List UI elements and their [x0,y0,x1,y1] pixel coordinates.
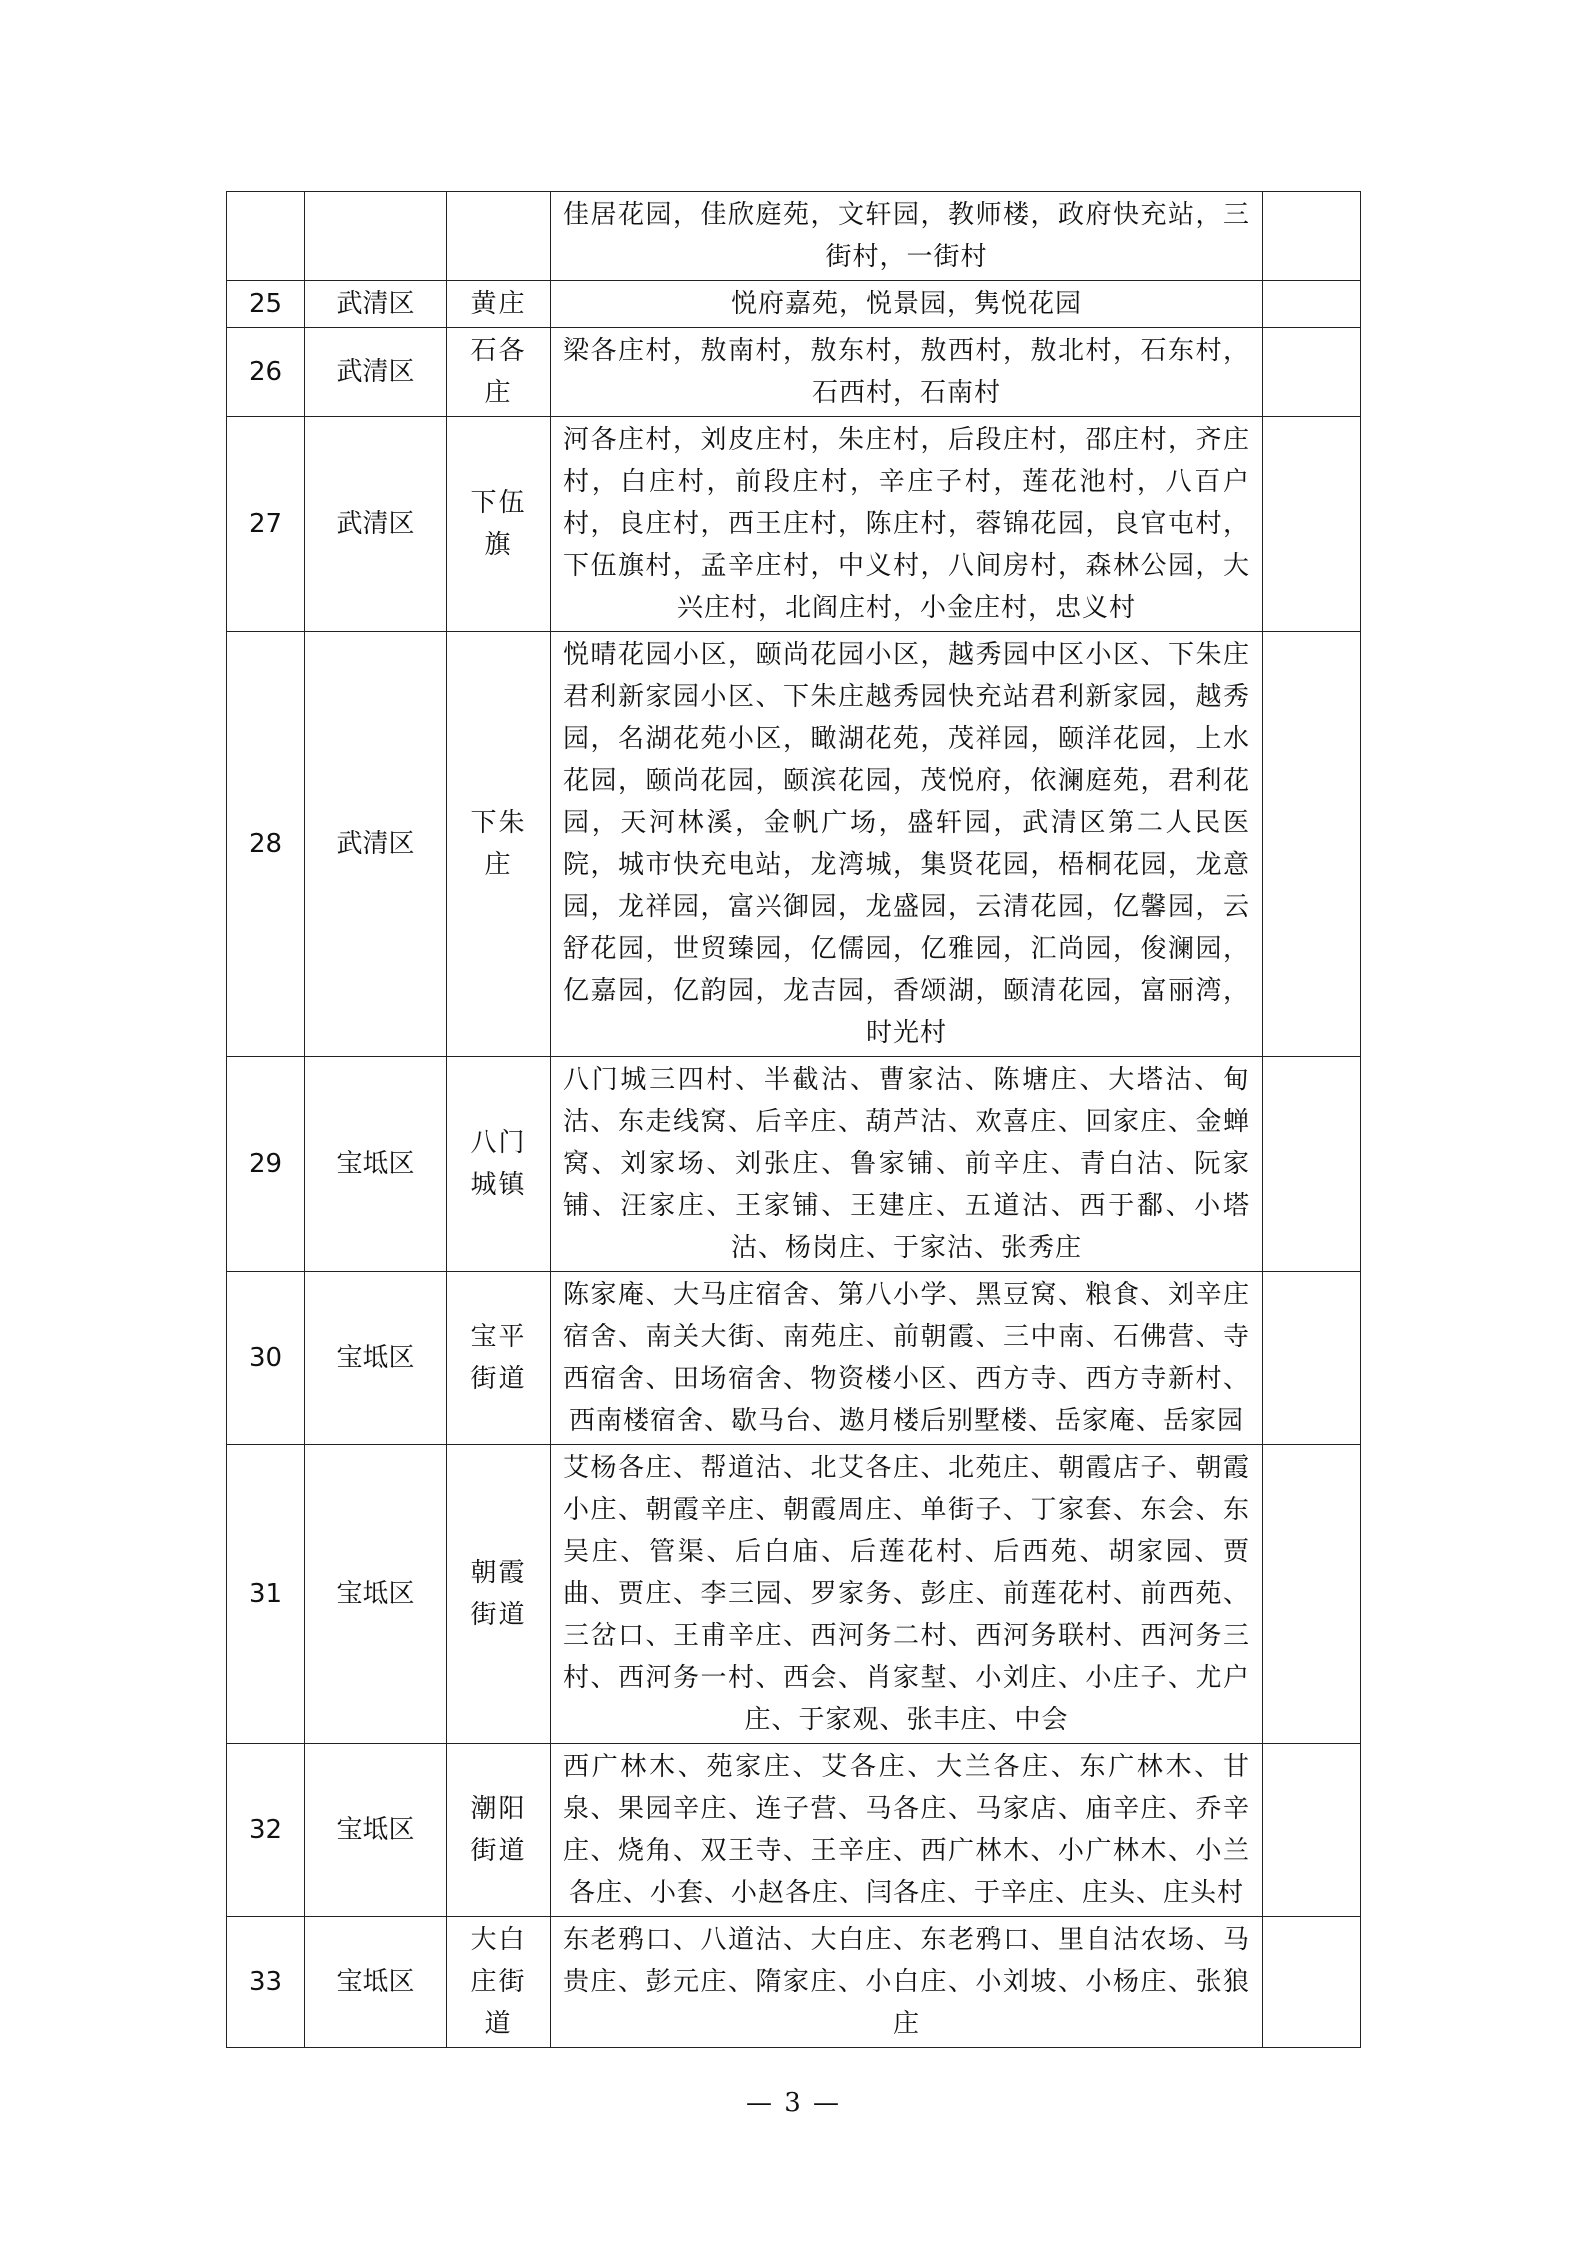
row-number-cell: 29 [227,1057,305,1272]
street-cell: 石各庄 [447,328,551,417]
places-cell: 河各庄村，刘皮庄村，朱庄村，后段庄村，邵庄村，齐庄村，白庄村，前段庄村，辛庄子村，莲花池村，八百户村，良庄村，西王庄村，陈庄村，蓉锦花园，良官屯村，下伍旗村，孟辛庄村，中义村，八间房村，森林公园，大兴庄村，北阎庄村，小金庄村，忠义村 [551,417,1263,632]
row-number-cell: 25 [227,281,305,328]
note-cell [1263,417,1361,632]
table-row [227,328,1361,417]
street-cell: 黄庄 [447,281,551,328]
places-cell: 悦府嘉苑，悦景园，隽悦花园 [551,281,1263,328]
places-cell: 八门城三四村、半截沽、曹家沽、陈塘庄、大塔沽、甸沽、东走线窝、后辛庄、葫芦沽、欢喜庄、回家庄、金蝉窝、刘家场、刘张庄、鲁家铺、前辛庄、青白沽、阮家铺、汪家庄、王家铺、王建庄、五道沽、西于鄱、小塔沽、杨岗庄、于家沽、张秀庄 [551,1057,1263,1272]
places-cell: 东老鸦口、八道沽、大白庄、东老鸦口、里自沽农场、马贵庄、彭元庄、隋家庄、小白庄、小刘坡、小杨庄、张狼庄 [551,1917,1263,2048]
district-cell: 宝坻区 [305,1272,447,1445]
street-cell: 潮阳街道 [447,1744,551,1917]
places-cell: 西广林木、苑家庄、艾各庄、大兰各庄、东广林木、甘泉、果园辛庄、连子营、马各庄、马家店、庙辛庄、乔辛庄、烧角、双王寺、王辛庄、西广林木、小广林木、小兰各庄、小套、小赵各庄、闫各庄、于辛庄、庄头、庄头村 [551,1744,1263,1917]
note-cell [1263,1917,1361,2048]
table-row [227,1057,1361,1272]
table-row [227,1272,1361,1445]
places-cell: 陈家庵、大马庄宿舍、第八小学、黑豆窝、粮食、刘辛庄宿舍、南关大街、南苑庄、前朝霞、三中南、石佛营、寺西宿舍、田场宿舍、物资楼小区、西方寺、西方寺新村、西南楼宿舍、歇马台、遨月楼后别墅楼、岳家庵、岳家园 [551,1272,1263,1445]
district-cell: 宝坻区 [305,1445,447,1744]
table-row [227,1445,1361,1744]
district-cell: 宝坻区 [305,1057,447,1272]
row-number-cell [227,192,305,281]
street-cell: 八门城镇 [447,1057,551,1272]
street-cell: 下伍旗 [447,417,551,632]
row-number-cell: 32 [227,1744,305,1917]
table-row [227,281,1361,328]
row-number-cell: 27 [227,417,305,632]
street-cell [447,192,551,281]
note-cell [1263,192,1361,281]
district-cell [305,192,447,281]
places-cell: 艾杨各庄、帮道沽、北艾各庄、北苑庄、朝霞店子、朝霞小庄、朝霞辛庄、朝霞周庄、单街子、丁家套、东会、东吴庄、管渠、后白庙、后莲花村、后西苑、胡家园、贾曲、贾庄、李三园、罗家务、彭庄、前莲花村、前西苑、三岔口、王甫辛庄、西河务二村、西河务联村、西河务三村、西河务一村、西会、肖家堼、小刘庄、小庄子、尤户庄、于家观、张丰庄、中会 [551,1445,1263,1744]
places-cell: 佳居花园，佳欣庭苑，文轩园，教师楼，政府快充站，三街村，一街村 [551,192,1263,281]
places-cell: 悦晴花园小区，颐尚花园小区，越秀园中区小区、下朱庄君利新家园小区、下朱庄越秀园快充站君利新家园，越秀园，名湖花苑小区，瞰湖花苑，茂祥园，颐洋花园，上水花园，颐尚花园，颐滨花园，茂悦府，依澜庭苑，君利花园，天河林溪，金帆广场，盛轩园，武清区第二人民医院，城市快充电站，龙湾城，集贤花园，梧桐花园，龙意园，龙祥园，富兴御园，龙盛园，云清花园，亿馨园，云舒花园，世贸臻园，亿儒园，亿雅园，汇尚园，俊澜园，亿嘉园，亿韵园，龙吉园，香颂湖，颐清花园，富丽湾，时光村 [551,632,1263,1057]
note-cell [1263,1445,1361,1744]
row-number-cell: 31 [227,1445,305,1744]
street-cell: 宝平街道 [447,1272,551,1445]
district-cell: 宝坻区 [305,1744,447,1917]
page-number: — 3 — [745,2088,842,2118]
note-cell [1263,1057,1361,1272]
row-number-cell: 30 [227,1272,305,1445]
street-cell: 朝霞街道 [447,1445,551,1744]
data-table [226,191,1361,2048]
district-cell: 宝坻区 [305,1917,447,2048]
table-body [227,192,1361,2048]
street-cell: 大白庄街道 [447,1917,551,2048]
row-number-cell: 28 [227,632,305,1057]
row-number-cell: 26 [227,328,305,417]
district-cell: 武清区 [305,632,447,1057]
table-row [227,1744,1361,1917]
street-cell: 下朱庄 [447,632,551,1057]
note-cell [1263,281,1361,328]
district-cell: 武清区 [305,417,447,632]
table-row [227,1917,1361,2048]
places-cell: 梁各庄村，敖南村，敖东村，敖西村，敖北村，石东村，石西村，石南村 [551,328,1263,417]
district-cell: 武清区 [305,328,447,417]
note-cell [1263,1272,1361,1445]
table-row [227,632,1361,1057]
row-number-cell: 33 [227,1917,305,2048]
district-cell: 武清区 [305,281,447,328]
table-row [227,417,1361,632]
note-cell [1263,1744,1361,1917]
note-cell [1263,328,1361,417]
note-cell [1263,632,1361,1057]
table-row [227,192,1361,281]
